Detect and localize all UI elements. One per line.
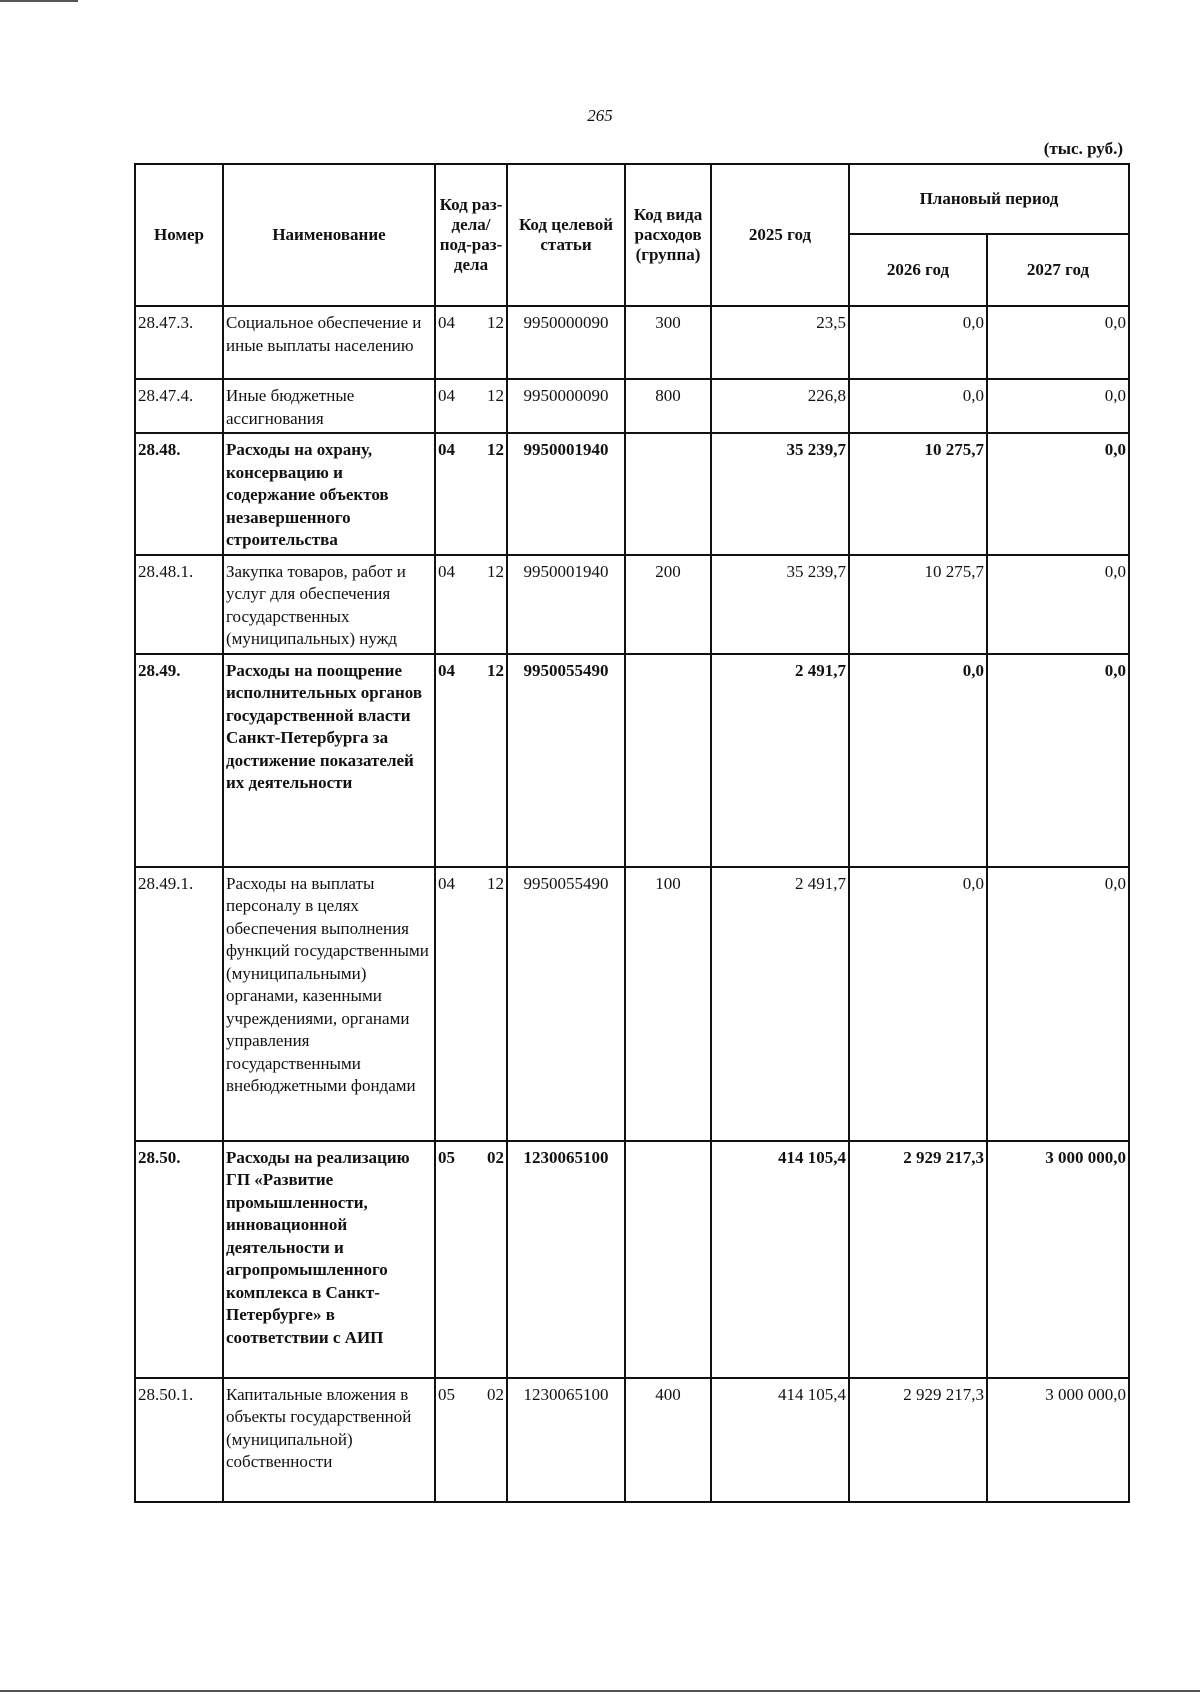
cell-year-2025: 2 491,7 (711, 654, 849, 867)
subsection-code: 02 (487, 1384, 504, 1404)
cell-expense-type (625, 654, 711, 867)
cell-name: Иные бюджетные ассигнования (223, 379, 435, 433)
header-target-code: Код целевой статьи (507, 164, 625, 306)
header-year-2026: 2026 год (849, 234, 987, 306)
cell-year-2025: 35 239,7 (711, 433, 849, 555)
cell-year-2027: 3 000 000,0 (987, 1141, 1129, 1378)
section-code-pair (438, 312, 504, 335)
cell-year-2027: 0,0 (987, 379, 1129, 433)
cell-number: 28.47.4. (135, 379, 223, 433)
table-header (135, 164, 1129, 306)
cell-target-code: 9950000090 (507, 306, 625, 379)
section-code: 04 (438, 313, 455, 332)
cell-number: 28.47.3. (135, 306, 223, 379)
cell-year-2026: 10 275,7 (849, 433, 987, 555)
section-code-pair (438, 385, 504, 408)
header-year-2027: 2027 год (987, 234, 1129, 306)
cell-year-2025: 226,8 (711, 379, 849, 433)
cell-expense-type (625, 1141, 711, 1378)
cell-name: Капитальные вложения в объекты государственной (муниципальной) собственности (223, 1378, 435, 1502)
cell-name: Расходы на поощрение исполнительных органов государственной власти Санкт-Петербурга за достижение показателей их деятельности (223, 654, 435, 867)
subsection-code: 12 (487, 440, 504, 459)
cell-expense-type: 300 (625, 306, 711, 379)
table-row (135, 379, 1129, 433)
table-row (135, 555, 1129, 654)
scan-edge-mark (0, 1690, 1200, 1692)
table-row (135, 1378, 1129, 1502)
cell-section-code (435, 379, 507, 433)
table-row (135, 306, 1129, 379)
section-code-pair (438, 873, 504, 896)
cell-target-code: 1230065100 (507, 1378, 625, 1502)
header-number: Номер (135, 164, 223, 306)
cell-year-2026: 2 929 217,3 (849, 1141, 987, 1378)
header-section-code: Код раз-дела/ под-раз-дела (435, 164, 507, 306)
cell-year-2027: 0,0 (987, 306, 1129, 379)
cell-expense-type (625, 433, 711, 555)
cell-section-code (435, 433, 507, 555)
cell-number: 28.49.1. (135, 867, 223, 1141)
cell-year-2026: 0,0 (849, 306, 987, 379)
cell-target-code: 9950055490 (507, 867, 625, 1141)
cell-year-2026: 0,0 (849, 379, 987, 433)
cell-year-2025: 35 239,7 (711, 555, 849, 654)
section-code: 04 (438, 440, 455, 459)
cell-section-code (435, 555, 507, 654)
section-code-pair (438, 439, 504, 462)
cell-year-2025: 414 105,4 (711, 1141, 849, 1378)
cell-expense-type: 400 (625, 1378, 711, 1502)
page-number: 265 (587, 106, 613, 125)
cell-section-code (435, 867, 507, 1141)
cell-year-2027: 0,0 (987, 555, 1129, 654)
subsection-code: 12 (487, 660, 504, 680)
cell-expense-type: 100 (625, 867, 711, 1141)
cell-target-code: 9950001940 (507, 555, 625, 654)
section-code: 04 (438, 386, 455, 405)
cell-year-2026: 0,0 (849, 867, 987, 1141)
budget-table (134, 163, 1130, 1503)
cell-number: 28.49. (135, 654, 223, 867)
cell-year-2025: 23,5 (711, 306, 849, 379)
cell-year-2027: 3 000 000,0 (987, 1378, 1129, 1502)
section-code: 04 (438, 660, 455, 680)
cell-section-code (435, 306, 507, 379)
subsection-code: 12 (487, 561, 504, 581)
section-code: 05 (438, 1384, 455, 1404)
cell-name: Расходы на выплаты персоналу в целях обеспечения выполнения функций государственными (муниципальными) органами, казенными учреждениями, органами управления государственными внебюджетными фондами (223, 867, 435, 1141)
cell-expense-type: 200 (625, 555, 711, 654)
section-code: 04 (438, 561, 455, 581)
cell-expense-type: 800 (625, 379, 711, 433)
cell-number: 28.50.1. (135, 1378, 223, 1502)
subsection-code: 02 (487, 1147, 504, 1167)
scan-edge-mark (0, 0, 78, 2)
section-code-pair (438, 1384, 504, 1407)
cell-name: Закупка товаров, работ и услуг для обеспечения государственных (муниципальных) нужд (223, 555, 435, 654)
cell-name: Расходы на реализацию ГП «Развитие промышленности, инновационной деятельности и агропромышленного комплекса в Санкт-Петербурге» в соответствии с АИП (223, 1141, 435, 1378)
cell-number: 28.48.1. (135, 555, 223, 654)
header-year-2025: 2025 год (711, 164, 849, 306)
cell-name: Социальное обеспечение и иные выплаты населению (223, 306, 435, 379)
section-code-pair (438, 660, 504, 683)
table-body (135, 306, 1129, 1502)
table-row (135, 1141, 1129, 1378)
header-planning-period: Плановый период (849, 164, 1129, 234)
cell-section-code (435, 1378, 507, 1502)
cell-target-code: 9950000090 (507, 379, 625, 433)
cell-year-2026: 0,0 (849, 654, 987, 867)
cell-number: 28.50. (135, 1141, 223, 1378)
cell-section-code (435, 654, 507, 867)
section-code-pair (438, 1147, 504, 1170)
table-row (135, 654, 1129, 867)
cell-target-code: 1230065100 (507, 1141, 625, 1378)
cell-year-2027: 0,0 (987, 654, 1129, 867)
cell-year-2025: 2 491,7 (711, 867, 849, 1141)
table-row (135, 433, 1129, 555)
cell-year-2026: 2 929 217,3 (849, 1378, 987, 1502)
section-code-pair (438, 561, 504, 584)
cell-number: 28.48. (135, 433, 223, 555)
cell-section-code (435, 1141, 507, 1378)
cell-name: Расходы на охрану, консервацию и содержание объектов незавершенного строительства (223, 433, 435, 555)
cell-year-2027: 0,0 (987, 867, 1129, 1141)
subsection-code: 12 (487, 873, 504, 893)
header-name: Наименование (223, 164, 435, 306)
cell-year-2026: 10 275,7 (849, 555, 987, 654)
section-code: 04 (438, 873, 455, 893)
table-row (135, 867, 1129, 1141)
subsection-code: 12 (487, 386, 504, 405)
cell-year-2025: 414 105,4 (711, 1378, 849, 1502)
cell-year-2027: 0,0 (987, 433, 1129, 555)
cell-target-code: 9950001940 (507, 433, 625, 555)
subsection-code: 12 (487, 313, 504, 332)
units-label: (тыс. руб.) (1043, 139, 1123, 158)
header-expense-type: Код вида расходов (группа) (625, 164, 711, 306)
cell-target-code: 9950055490 (507, 654, 625, 867)
section-code: 05 (438, 1147, 455, 1167)
